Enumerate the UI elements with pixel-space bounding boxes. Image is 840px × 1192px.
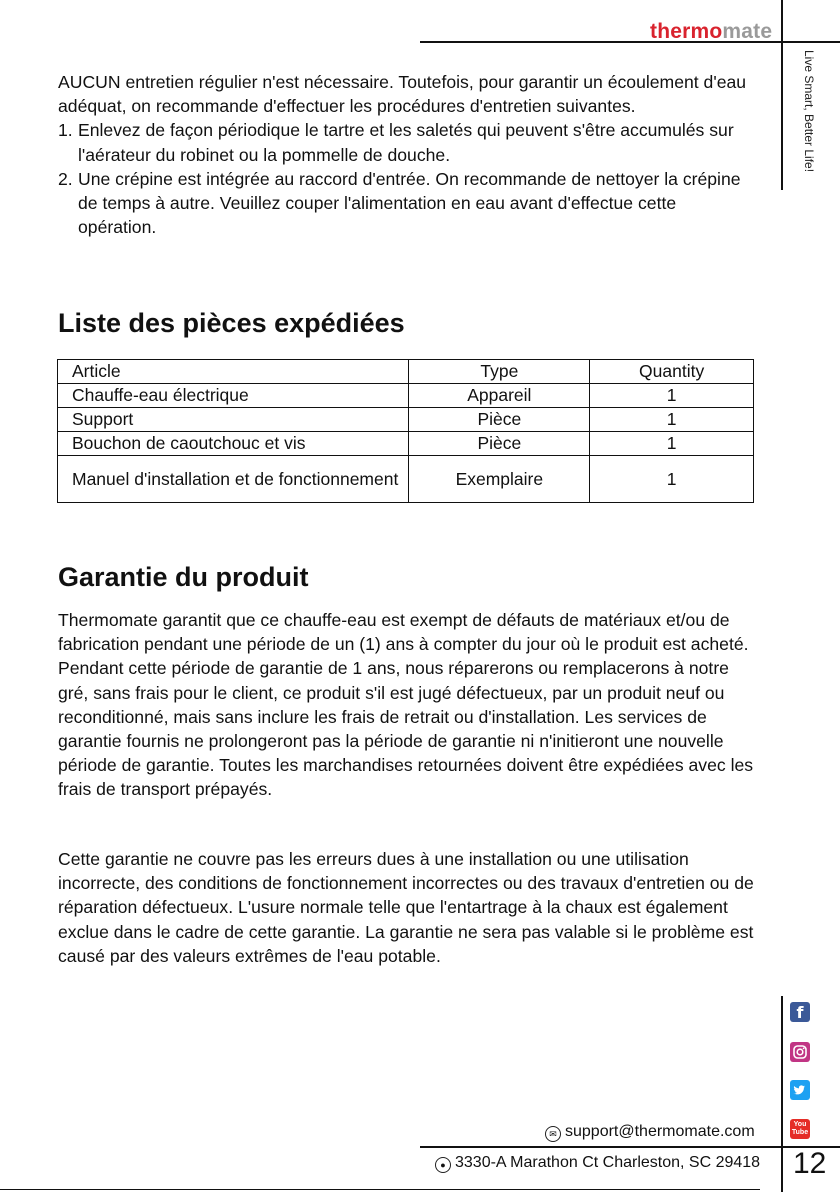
list-text: Enlevez de façon périodique le tartre et les saletés qui peuvent s'être accumulés sur l'aérateur du robinet ou la pommelle de douche. <box>78 120 734 165</box>
parts-table <box>57 359 754 503</box>
footer-rule <box>420 1146 840 1148</box>
table-row <box>58 432 754 456</box>
cell-type: Appareil <box>409 384 590 408</box>
cell-quantity: 1 <box>590 384 754 408</box>
list-item <box>58 167 758 240</box>
warranty-paragraph-1: Thermomate garantit que ce chauffe-eau est exempt de défauts de matériaux et/ou de fabrication pendant une période de un (1) ans à compter du jour où le produit est acheté. Pendant cette période de garantie de 1 ans, nous réparerons ou remplacerons à notre gré, sans frais pour le client, ce produit s'il est jugé défectueux, par un produit neuf ou reconditionné, mais sans inclure les frais de retrait ou d'installation. Les services de garantie fournis ne prolongeront pas la période de garantie ni n'initieront une nouvelle période de garantie. Toutes les marchandises retournées doivent être expédiées avec les frais de transport prépayés. <box>58 610 754 800</box>
warranty-paragraph-2: Cette garantie ne couvre pas les erreurs dues à une installation ou une utilisation incorrecte, des conditions de fonctionnement incorrectes ou des travaux d'entretien ou de réparation défectueux. L'usure normale telle que l'entartrage à la chaux est également exclue dans le cadre de cette garantie. La garantie ne sera pas valable si le problème est causé par des valeurs extrêmes de l'eau potable. <box>58 849 754 966</box>
cell-quantity: 1 <box>590 408 754 432</box>
col-header-type: Type <box>409 360 590 384</box>
instagram-icon[interactable] <box>790 1042 810 1062</box>
cell-article: Chauffe-eau électrique <box>58 384 409 408</box>
maintenance-section <box>58 70 758 239</box>
location-icon: ● <box>435 1157 451 1173</box>
cell-type: Pièce <box>409 432 590 456</box>
list-number: 2. <box>58 168 73 189</box>
cell-article: Bouchon de caoutchouc et vis <box>58 432 409 456</box>
footer-address: ● 3330-A Marathon Ct Charleston, SC 29418 <box>435 1154 760 1173</box>
table-row <box>58 408 754 432</box>
brand-logo: thermomate <box>650 20 773 43</box>
cell-quantity: 1 <box>590 456 754 503</box>
cell-article: Support <box>58 408 409 432</box>
list-text: Une crépine est intégrée au raccord d'entrée. On recommande de nettoyer la crépine de temps à autre. Veuillez couper l'alimentation en eau avant d'effectue cette opération. <box>78 168 741 238</box>
table-row <box>58 456 754 503</box>
list-number: 1. <box>58 120 73 141</box>
header-rule <box>420 41 840 43</box>
page-bottom-rule <box>0 1189 760 1190</box>
list-item <box>58 118 758 166</box>
cell-quantity: 1 <box>590 432 754 456</box>
col-header-quantity: Quantity <box>590 360 754 384</box>
email-icon: ✉ <box>545 1126 561 1142</box>
warranty-heading: Garantie du produit <box>58 562 309 592</box>
facebook-icon[interactable]: f <box>790 1002 810 1022</box>
page-number: 12 <box>793 1147 827 1180</box>
parts-heading: Liste des pièces expédiées <box>58 308 405 338</box>
tagline: Live Smart, Better Life! <box>802 50 816 173</box>
col-header-article: Article <box>58 360 409 384</box>
cell-type: Pièce <box>409 408 590 432</box>
cell-type: Exemplaire <box>409 456 590 503</box>
table-row <box>58 384 754 408</box>
twitter-icon[interactable] <box>790 1080 810 1100</box>
cell-article: Manuel d'installation et de fonctionnement <box>58 456 409 503</box>
footer-email[interactable]: ✉ support@thermomate.com <box>545 1123 755 1142</box>
maintenance-intro: AUCUN entretien régulier n'est nécessaire. Toutefois, pour garantir un écoulement d'eau adéquat, on recommande d'effectuer les procédures d'entretien suivantes. <box>58 72 747 117</box>
side-rule-bottom <box>781 996 783 1192</box>
side-rule-top <box>781 0 783 190</box>
youtube-icon[interactable]: You Tube <box>790 1119 810 1139</box>
table-header-row <box>58 360 754 384</box>
